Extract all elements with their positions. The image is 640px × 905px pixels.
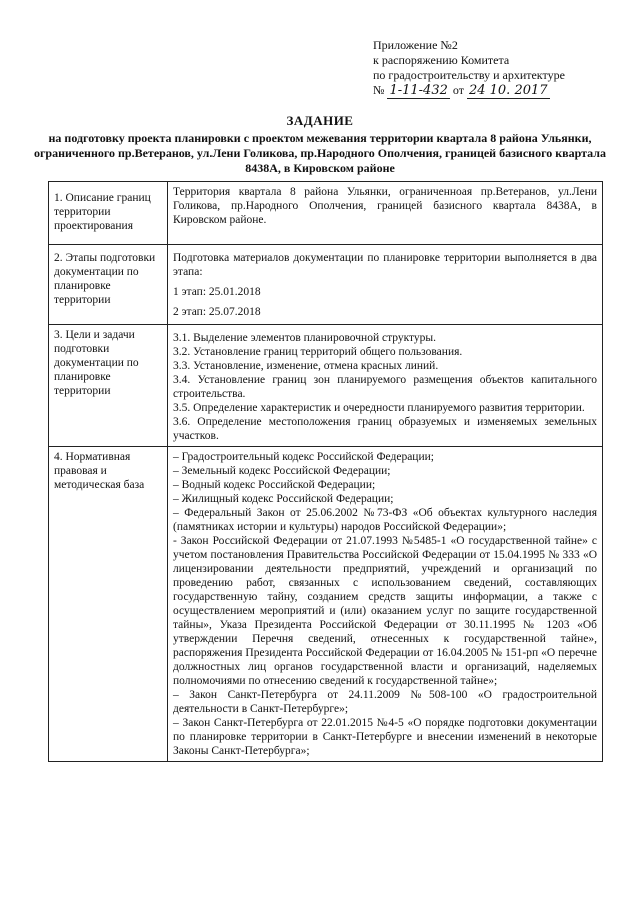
- row-label: 3. Цели и задачи подготовки документации по планировке территории: [49, 325, 168, 447]
- row-content: [168, 325, 603, 447]
- table-row: [49, 447, 603, 762]
- goal-item: 3.4. Установление границ зон планируемого размещения объектов капитального строительства.: [173, 374, 597, 400]
- stage-1: 1 этап: 25.01.2018: [173, 286, 261, 298]
- law-item: – Жилищный кодекс Российской Федерации;: [173, 493, 394, 505]
- handwritten-date: 24 10. 2017: [468, 83, 548, 98]
- appendix-committee: по градостроительству и архитектуре: [373, 68, 565, 82]
- row-label: 4. Нормативная правовая и методическая база: [49, 447, 168, 762]
- law-item: - Закон Российской Федерации от 21.07.1993 №5485-1 «О государственной тайне» с учетом постановления Правительства Российской Федерации от 15.04.1995 № 333 «О лицензировании деятельности предприятий, учреждений и организаций по проведению работ, связанных с использованием сведений, составляющих государственную тайну, созданием средств защиты информации, а также с осуществлением мероприятий и (или) оказанием услуг по защите государственной тайны», Указа Президента Российской Федерации от 30.11.1995 № 1203 «Об утверждении Перечня сведений, отнесенных к государственной тайне», распоряжения Президента Российской Федерации от 16.04.2005 № 151-рп «О перечне должностных лиц органов государственной власти и организаций, наделяемых полномочиями по отнесению сведений к государственной тайне»;: [173, 535, 597, 687]
- stage-2: 2 этап: 25.07.2018: [173, 306, 261, 318]
- number-prefix: №: [373, 83, 385, 97]
- row-label: 1. Описание границ территории проектирования: [49, 182, 168, 245]
- table-row: [49, 182, 603, 245]
- title-subtitle: на подготовку проекта планировки с проектом межевания территории квартала 8 района Ульянки, ограниченного пр.Ветеранов, ул.Лени Голикова, пр.Народного Ополчения, границей базисного квартала 8438А, в Кировском районе: [33, 131, 607, 175]
- date-prefix: от: [452, 83, 464, 97]
- document-title: [30, 113, 610, 176]
- content-paragraph: Территория квартала 8 района Ульянки, ограниченноая пр.Ветеранов, ул.Лени Голикова, пр.Народного Ополчения, границей базисного квартала 8438А, в Кировском районе.: [173, 186, 597, 226]
- row-content: [168, 447, 603, 762]
- appendix-order: к распоряжению Комитета: [373, 53, 510, 67]
- table-row: [49, 245, 603, 325]
- law-item: – Водный кодекс Российской Федерации;: [173, 479, 376, 491]
- row-content: [168, 182, 603, 245]
- goal-item: 3.1. Выделение элементов планировочной структуры.: [173, 332, 437, 344]
- row-content: [168, 245, 603, 325]
- goal-item: 3.5. Определение характеристик и очередности планируемого развития территории.: [173, 402, 585, 414]
- law-item: – Градостроительный кодекс Российской Федерации;: [173, 451, 434, 463]
- row-label: 2. Этапы подготовки документации по планировке территории: [49, 245, 168, 325]
- goal-item: 3.6. Определение местоположения границ образуемых и изменяемых земельных участков.: [173, 416, 597, 442]
- law-item: – Закон Санкт-Петербурга от 22.01.2015 №4-5 «О порядке подготовки документации по планировке территории в Санкт-Петербурге и внесении изменений в некоторые Законы Санкт-Петербурга»;: [173, 717, 597, 757]
- law-item: – Федеральный Закон от 25.06.2002 №73-ФЗ «Об объектах культурного наследия (памятниках истории и культуры) народов Российской Федерации»;: [173, 507, 597, 533]
- content-paragraph: Подготовка материалов документации по планировке территории выполняется в два этапа:: [173, 252, 597, 278]
- appendix-header: [373, 38, 613, 99]
- law-item: – Земельный кодекс Российской Федерации;: [173, 465, 391, 477]
- appendix-title: Приложение №2: [373, 38, 458, 52]
- appendix-number-date: [373, 83, 613, 99]
- title-heading: ЗАДАНИЕ: [286, 113, 354, 128]
- goal-item: 3.3. Установление, изменение, отмена красных линий.: [173, 360, 439, 372]
- law-item: – Закон Санкт-Петербурга от 24.11.2009 №508-100 «О градостроительной деятельности в Санкт-Петербурге»;: [173, 689, 597, 715]
- table-row: [49, 325, 603, 447]
- handwritten-number: 1-11-432: [389, 83, 448, 98]
- goal-item: 3.2. Установление границ территорий общего пользования.: [173, 346, 463, 358]
- task-table: [48, 181, 603, 762]
